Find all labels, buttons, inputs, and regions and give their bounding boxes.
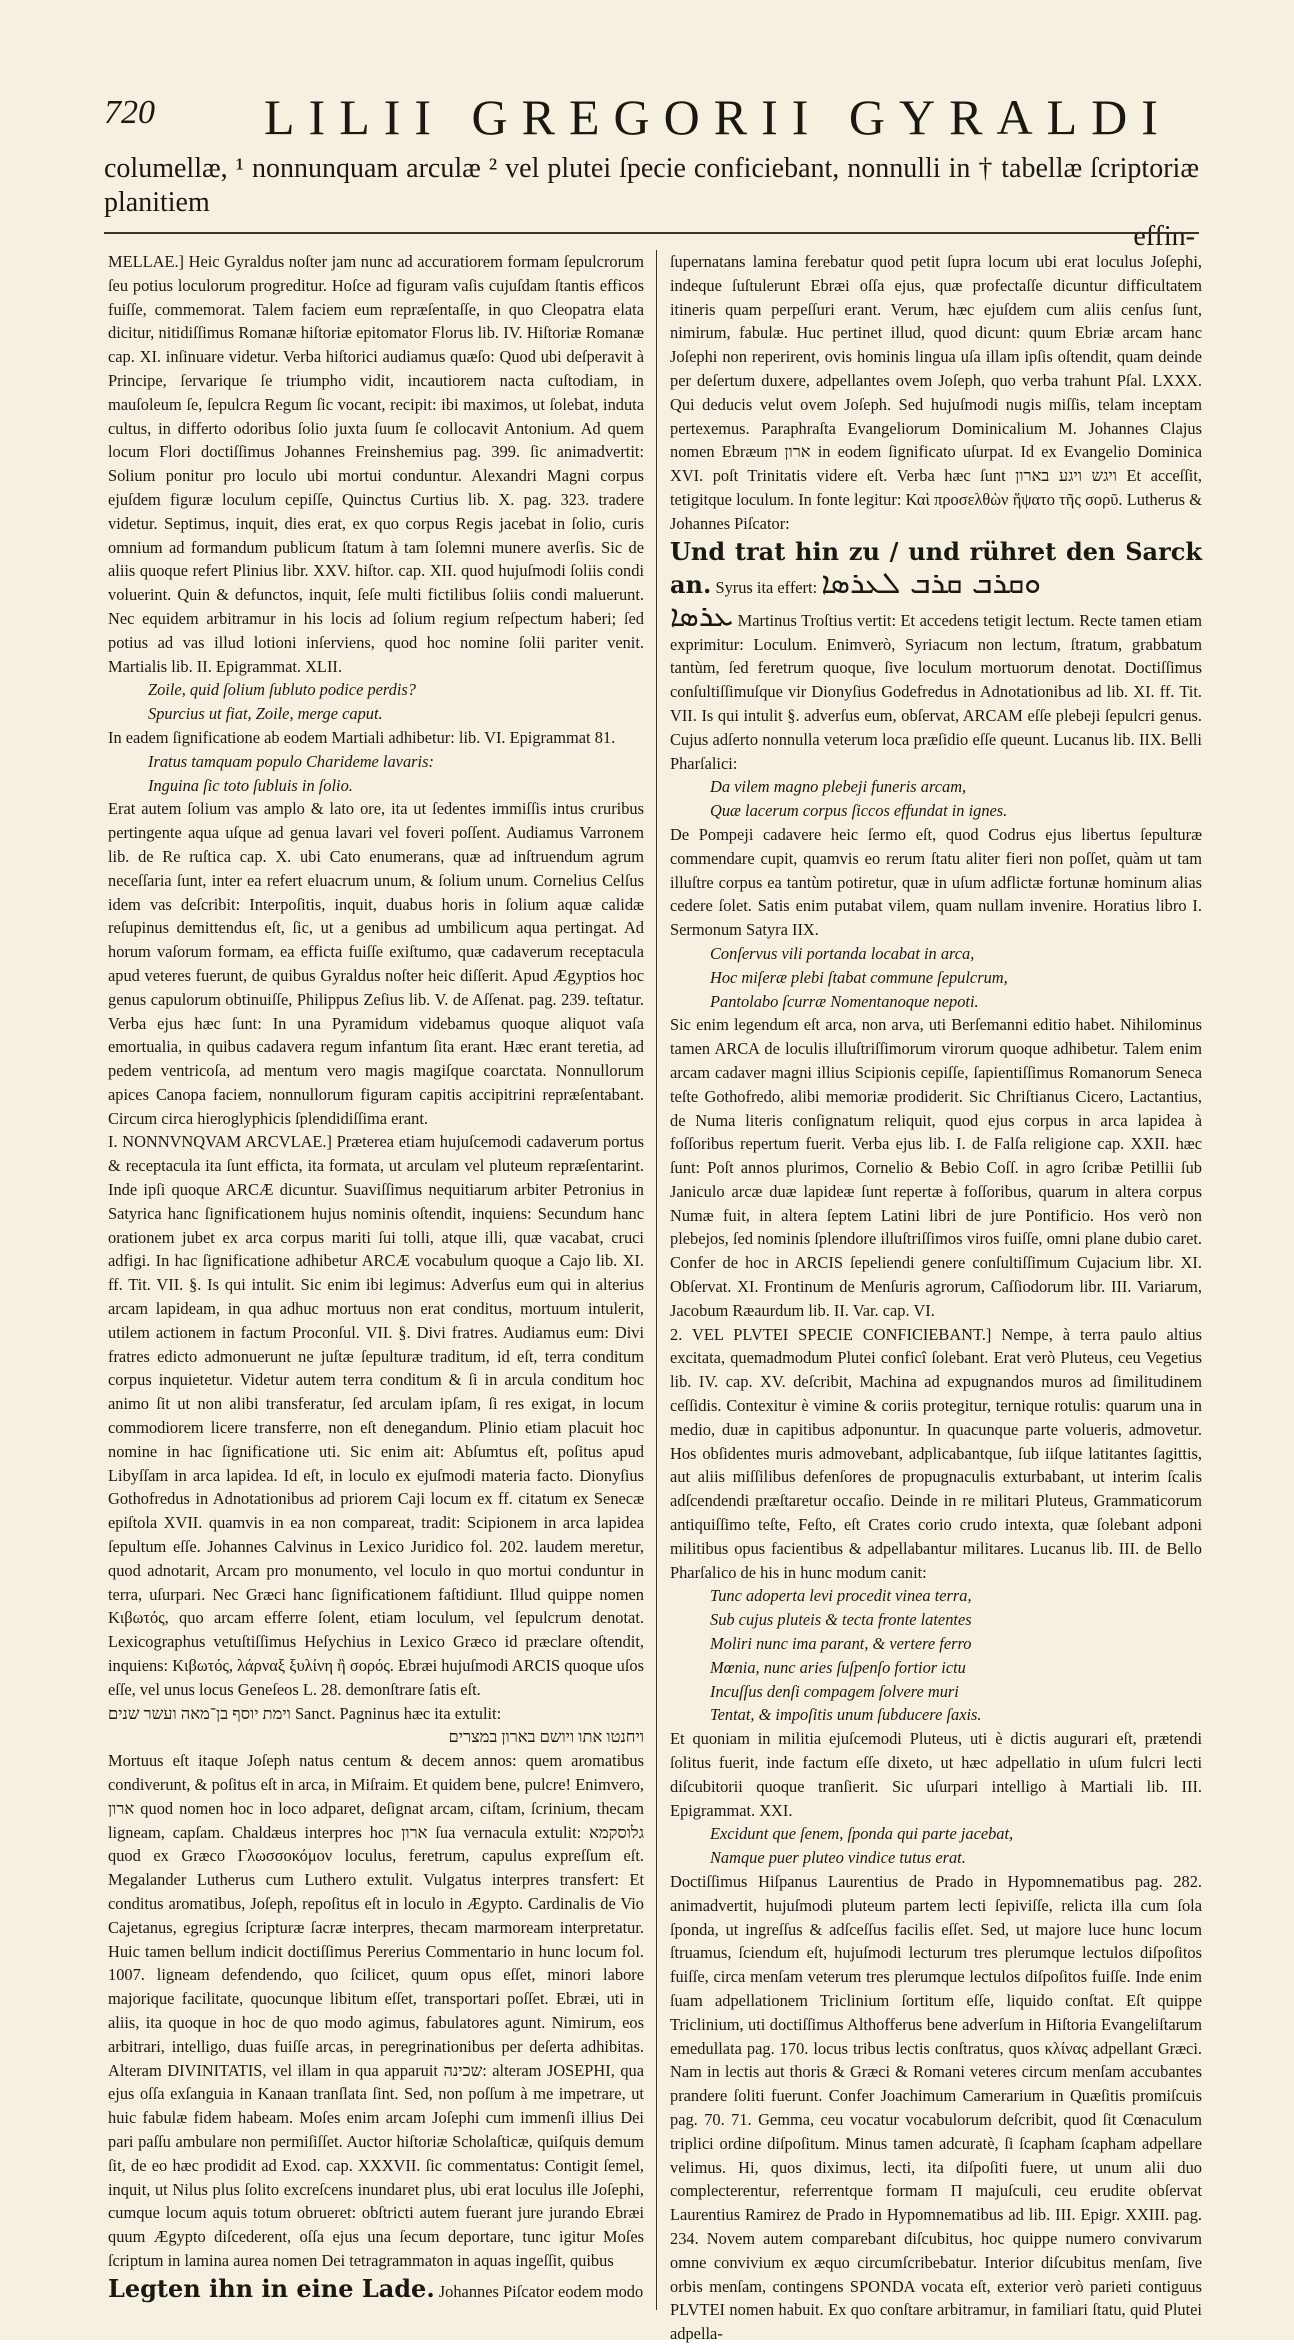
commentary-paragraph (670, 598, 1202, 776)
hebrew-quote-line (108, 1702, 644, 1726)
running-title: LILII GREGORII GYRALDI (264, 89, 1172, 145)
page-header (104, 88, 1204, 148)
verse-line: Conſervus vili portanda locabat in arca, (710, 943, 975, 963)
syriac-quote: ܥܪܣܐ (670, 598, 734, 634)
verse-line: Excidunt que ſenem, ſponda qui parte jacebat, (710, 1824, 1014, 1844)
verse-line: Pantolabo ſcurræ Nomentanoque nepoti. (710, 991, 979, 1011)
verse-line: Mœnia, nunc aries ſuſpenſo fortior ictu (710, 1657, 966, 1677)
commentary-text: Johannes Piſcator eodem modo (438, 2281, 644, 2301)
commentary-text: ſupernatans lamina ferebatur quod petit ſupra locum ubi erat loculus Joſephi, indeque ſuſtulerunt Ebræi oſſa ejus, quæ profectaſſe dicuntur difficultatem itineris quam perpeſſuri erant. Verum, hæc ejuſdem cum aliis cenſus ſunt, nimirum, fabulæ. Huc pertinet illud, quod dicunt: quum Ebriæ arcam hanc Joſephi non reperirent, ovis hominis lingua uſa illam ipſis oſtendit, quam deinde per deſertum duxere, adpellantes ovem Joſeph, quo verba trahunt Pſal. LXXX. Qui deducis velut ovem Joſeph. Sed hujuſmodi nugis miſſis, telam inceptam pertexemus. Paraphraſta Evangeliorum Dominicalium M. Johannes Clajus nomen Ebræum (670, 252, 1202, 462)
commentary-text: Syrus ita effert: (715, 577, 818, 597)
verse-line: Tentat, & impoſitis unum ſubducere ſaxis. (710, 1705, 982, 1725)
verse-line: Namque puer pluteo vindice tutus erat. (710, 1848, 966, 1868)
verse-line: Da vilem magno plebeji funeris arcam, (710, 777, 967, 797)
commentary-text: Martinus Troſtius vertit: Et accedens tetigit lectum. Recte tamen etiam exprimitur: Loculum. Enimverò, Syriacum (670, 610, 1202, 654)
commentary-text: non lectum, ſtratum, grabbatum tantùm, ſed feretrum quoque, ſive loculum mortuorum denotat. Doctiſſimus conſultiſſimuſque vir Dionyſius Godefredus in Adnotationibus ad lib. XI. ff. Tit. VII. Is qui intulit §. adverſus eum, obſervat, ARCAM eſſe plebeji ſepulcri genus. Cujus adſerto nonnulla veterum loca præſidio eſſe queunt. Lucanus lib. IIX. Belli Pharſalici: (670, 634, 1202, 773)
fraktur-quote: Und trat hin zu / und rühret den Sarck an. (670, 536, 1202, 599)
column-divider (656, 250, 657, 2310)
left-column (108, 250, 644, 2310)
commentary-paragraph (670, 250, 1202, 536)
commentary-paragraph: MELLAE.] Heic Gyraldus noſter jam nunc ad accuratiorem formam ſepulcrorum ſeu potius loculorum progreditur. Hoſce ad figuram vaſis cujuſdam ſtantis efficos fuiſſe, commemorat. Talem faciem eum repræſentaſſe, in quo Cleopatra elata dicitur, nitidiſſimus Romanæ hiſtoriæ epitomator Florus lib. IV. Hiſtoriæ Romanæ cap. XI. inſinuare videtur. Verba hiſtorici audiamus quæſo: Quod ubi deſperavit à Principe, ſervarique ſe triumpho vidit, incautiorem nacta cuſtodiam, in mauſoleum ſe, ſepulcra Regum ſic vocant, recipit: ibi maximos, ut ſolebat, induta cultus, in differto odoribus ſolio juxta ſuum ſe collocavit Antonium. Ad quem locum Flori doctiſſimus Johannes Freinshemius pag. 399. ſic animadvertit: Solium ponitur pro loculo ubi mortui conduntur. Alexandri Magni corpus ejuſdem figuræ loculum cepiſſe, Quinctus Curtius lib. X. pag. 323. tradere videtur. Septimus, inquit, dies erat, ex quo corpus Regis jacebat in ſolio, curis omnium ad formandum publicum ſtatum à tam ſolemni munere averſis. Sic de aliis quoque refert Plinius libr. XXV. hiſtor. cap. XII. quod hujuſmodi ſoliis condi voluerint. Quin & defunctos, inquit, ſeſe multi fictilibus ſoliis condi maluerunt. Nec equidem arbitramur in his locis ad ſolium regium reſpectum haberi; ſed potius ad vas illud lotioni inſerviens, quod hoc nomine ſolii pariter venit. Martialis lib. II. Epigrammat. XLII. (108, 252, 644, 676)
header-rule (104, 232, 1199, 234)
commentary-paragraph: In eadem ſignificatione ab eodem Martiali adhibetur: lib. VI. Epigrammat 81. (108, 727, 616, 747)
main-text-line (104, 152, 1199, 254)
commentary-paragraph: Sic enim legendum eſt arca, non arva, uti Berſemanni editio habet. Nihilominus tamen ARCA de loculis illuſtriſſimorum virorum quoque adhibetur. Talem enim arcam cadaver magni illius Scipionis cepiſſe, ſapientiſſimus Romanorum Seneca teſte Gothofredo, alibi memoriæ prodiderit. Sic Chriſtianus Cicero, Lactantius, de Numa literis conſignatum reliquit, quod ejus corpus in arca lapidea à foſſoribus repertum fuerit. Verba ejus lib. I. de Falſa religione cap. XXII. hæc ſunt: Poſt annos plurimos, Cornelio & Bebio Coſſ. in agro ſcribæ Petillii ſub Janiculo arcæ duæ lapideæ ſunt repertæ à foſſoribus, quarum in altera corpus Numæ fuit, in altera ſeptem Latini libri de jure Pontificio. Hos verò non plebejos, ſed nominis ſplendore illuſtriſſimos viros fuiſſe, omni plane dubio caret. Confer de hoc in ARCIS ſepeliendi genere conſultiſſimum Cujacium libr. XI. Obſervat. XI. Frontinum de Menſuris agrorum, Caſſiodorum libr. III. Variarum, Jacobum Ræaurdum lib. II. Var. cap. VI. (670, 1015, 1202, 1320)
verse-line: Quæ lacerum corpus ſiccos effundat in ignes. (710, 801, 1008, 821)
commentary-paragraph: 2. VEL PLVTEI SPECIE CONFICIEBANT.] Nempe, à terra paulo altius excitata, quemadmodum Plutei conficî ſolebant. Erat verò Pluteus, ceu Vegetius lib. IV. cap. XV. deſcribit, Machina ad expugnandos muros ad ſimilitudinem ceſſidis. Contexitur è vimine & coriis protegitur, ternique rotulis: quarum una in medio, duæ in capitibus adponuntur. In quacunque parte volueris, admovetur. Hos obſidentes muris admovebant, adplicabantque, ſub iiſque latitantes ſagittis, aut aliis miſſilibus defenſores de propugnaculis exturbabant, ut interim ſcalis adſcendendi præſtaretur occaſio. Deinde in re militari Pluteus, Grammaticorum antiquiſſimo teſte, Feſto, eſt Crates corio crudo intexta, quæ ſolebant adponi militibus opus facientibus & adpellabantur militares. Lucanus lib. III. de Bello Pharſalico de his in hunc modum canit: (670, 1324, 1202, 1582)
hebrew-quote: ויחנטו אתו ויושם בארון במצרים (448, 1727, 644, 1747)
verse-line: Sub cujus pluteis & tecta fronte latentes (710, 1610, 972, 1630)
page-number: 720 (104, 94, 155, 131)
verse-line: Iratus tamquam populo Charideme lavaris: (148, 751, 434, 771)
hebrew-quote: ויגש ויגע בארון (1015, 466, 1118, 486)
hebrew-quote: וימת יוסף בן־מאה ועשר שנים (108, 1703, 291, 1723)
commentary-paragraph: Erat autem ſolium vas amplo & lato ore, ita ut ſedentes immiſſis intus cruribus pertingente aqua uſque ad genua lavari vel foveri poſſent. Audiamus Varronem lib. de Re ruſtica cap. X. ubi Cato enumerans, quæ ad inſtruendum agrum neceſſaria ſunt, inter ea refert eluacrum unum, & ſolium unum. Cornelius Celſus idem vas deſcribit: Interpoſitis, inquit, duabus horis in ſolium aquæ calidæ reſupinus demittendus eſt, ſic, ut a genibus ad umbilicum aqua pertingat. Ad horum vaſorum formam, ea efficta fuiſſe exiſtumo, quæ cadaverum receptacula apud veteres fuerunt, de quibus Gyraldus noſter heic diſſerit. Apud Ægyptios hoc genus capulorum obtinuiſſe, Philippus Zeſius lib. V. de Aſſenat. pag. 239. teſtatur. Verba ejus hæc ſunt: In una Pyramidum videbamus quoque aliquot vaſa emortualia, in quibus cadavera regum infantum ſita erant. Hæc erant teretia, ad pedem ventricoſa, ad mentum vero magis magiſque coarctata. Nonnullorum apices Canopa faciem, nonnullorum figuram capitis accipitrini repræſentabant. Circum circa hieroglyphicis ſplendidiſſima erant. (108, 799, 644, 1128)
syriac-quote: ܘܩܪܒ ܩܪܒ ܠܥܪܣܐ (821, 565, 1042, 601)
main-text-catchword: effin- (1133, 221, 1195, 252)
commentary-text: in eodem ſignificato uſurpat. Id ex Evangelio Dominica XVI. poſt Trinitatis videre eſt. Verba hæc ſunt (670, 442, 1202, 486)
commentary-paragraph: I. NONNVNQVAM ARCVLAE.] Præterea etiam hujuſcemodi cadaverum portus & receptacula ita ſunt efficta, ita formata, ut arculam vel pluteum repræſentarint. Inde ipſi quoque ARCÆ dicuntur. Suaviſſimus nequitiarum arbiter Petronius in Satyrica hanc ſignificationem hujus nominis oſtendit, inquiens: Secundum hanc orationem jubet ex arca corpus mariti ſui tolli, atque illi, quæ vacabat, cruci adfigi. In hac ſignificatione adhibetur ARCÆ vocabulum quoque a Cajo lib. XI. ff. Tit. VII. §. Is qui intulit. Sic enim ibi legimus: Adverſus eum qui in alterius arcam lapideam, in qua adhuc mortuus non erat conditus, mortuum intulerit, utilem actionem in factum Proconſul. VII. §. Divi fratres. Audiamus eum: Divi fratres edicto admonuerunt ne juſtæ ſepulturæ traditum, id eſt, terra conditum corpus inquietetur. Videtur autem terra conditum & ſi in arcula conditum hoc animo ſit ut non alibi transferatur, ſed arculam ipſam, ſi res exigat, in locum commodiorem licere transferre, non eſt denegandum. Plinio etiam placuit hoc nomine in hac ſignificatione uti. Sic enim ait: Abſumtus eſt, poſitus apud Libyſſam in arca lapidea. Id eſt, in loculo ex ejuſmodi materia facto. Dionyſius Gothofredus in Adnotationibus ad priorem Caji locum ex ff. citatum ex Senecæ epiſtola XVII. quamvis in ea non compareat, tradit: Scipionem in arca lapidea ſepultum eſſe. Johannes Calvinus in Lexico Juridico fol. 202. laudem meretur, quod adnotarit, Arcam pro monumento, vel loculo in quo mortui conduntur in terra, uſurpari. Nec Græci hanc ſignificationem faſtidiunt. Illud quippe nomen Κιβωτός, quo arcam efferre ſolent, etiam loculum, vel ſepulcrum denotat. Lexicographus vetuſtiſſimus Heſychius in Lexico Græco id præclare oſtendit, inquiens: Κιβωτός, λάρναξ ξυλίνη ἢ σορός. Ebræi hujuſmodi ARCIS quoque uſos eſſe, vel unus locus Geneſeos L. 28. demonſtrare ſatis eſt. (108, 1132, 644, 1699)
verse-line: Tunc adoperta levi procedit vinea terra, (710, 1586, 972, 1606)
fraktur-quote: Legten ihn in eine Lade. (108, 2273, 435, 2303)
verse-line: Inguina ſic toto ſubluis in ſolio. (148, 775, 353, 795)
verse-line: Zoile, quid ſolium ſubluto podice perdis? (148, 680, 417, 700)
main-text: columellæ, ¹ nonnunquam arculæ ² vel plutei ſpecie conficiebant, nonnulli in † tabellæ ſcriptoriæ planitiem (104, 153, 1199, 218)
commentary-text: Sanct. Pagninus hæc ita extulit: (294, 1703, 502, 1723)
hebrew-quote: ארון (784, 442, 811, 462)
verse-line: Moliri nunc ima parant, & vertere ferro (710, 1634, 972, 1654)
verse-line: Spurcius ut fiat, Zoile, merge caput. (148, 704, 383, 724)
commentary-text: Et acceſſit, tetigitque loculum. In fonte legitur: Καὶ προσελθὼν ἥψατο τῆς σορῦ. Lutherus & Johannes Piſcator: (670, 466, 1202, 533)
fraktur-line (108, 2273, 644, 2305)
right-column (670, 250, 1202, 2344)
fraktur-line (670, 536, 1202, 601)
commentary-paragraph: Doctiſſimus Hiſpanus Laurentius de Prado in Hypomnematibus pag. 282. animadvertit, hujuſmodi pluteum partem lecti ſepiviſſe, relicta illa cum ſola ſponda, ut ingreſſus & adſceſſus facilis eſſet. Sed, ut majore luce hunc locum ſtruamus, ſciendum eſt, hujuſmodi lecturum tres plerumque lectulos diſpoſitos fuiſſe, circa menſam veterum tres plerumque lectulos diſpoſitos fuiſſe. Inde enim ſuam adpellationem Triclinium ſortitum eſſe, liquido conſtat. Eſt quippe Triclinium, uti doctiſſimus Althofferus bene adverſum in Hiſtoria Evangeliſtarum emedullata pag. 170. locus tribus lectis conſtratus, quos κλίνας adpellant Græci. Nam in lectis aut thoris & Græci & Romani veteres circum menſam accubantes prandere ſoliti fuerunt. Confer Joachimum Camerarium in Quæſitis promiſcuis pag. 70. 71. Gemma, ceu vocatur vocabulorum deſcribit, quod ſit Cœnaculum triplici ordine diſpoſitum. Minus tamen adcuratè, ſi ſcapham ſcapham adpellare velimus. Hi, quos diximus, lecti, ita diſpoſiti fuere, ut unum alii duo complecterentur, referrentque formam Π majuſculi, ceu erudite obſervat Laurentius Ramirez de Prado in Hypomnematibus ad lib. III. Epigr. XXIII. pag. 234. Novem autem comparebant diſcubitus, hoc quippe numero convivarum omne convivium ex æquo circumſcribebatur. Interior diſcubitus menſam, ſive orbis menſam, contingens SPONDA vocata eſt, exterior verò parieti contiguus PLVTEI nomen habuit. Ex quo conſtare arbitramur, in familiari ſtatu, quid Plutei adpella- (670, 1872, 1202, 2344)
commentary-paragraph: De Pompeji cadavere heic ſermo eſt, quod Codrus ejus libertus ſepulturæ commendare cupit, quamvis eo rerum ſtatu aliter fieri non poſſet, quàm ut tam illuſtre corpus ea tantùm potiretur, quæ in uſum adflictæ fortunæ hominum alias cedere ſolet. Satis enim putabat vilem, quam nullam invenire. Horatius libro I. Sermonum Satyra IIX. (670, 824, 1202, 940)
verse-line: Incuſſus denſi compagem ſolvere muri (710, 1681, 959, 1701)
verse-line: Hoc miſeræ plebi ſtabat commune ſepulcrum, (710, 967, 1008, 987)
commentary-paragraph: Et quoniam in militia ejuſcemodi Pluteus, uti è dictis augurari eſt, prætendi ſolitus fuerit, inde factum eſſe dixeto, ut hæc adpellatio in uſum fulcri lecti diſcubitorii quoque tranſierit. Sic uſurpari intelligo à Martiali lib. III. Epigrammat. XXI. (670, 1729, 1202, 1820)
commentary-paragraph: Mortuus eſt itaque Joſeph natus centum & decem annos: quem aromatibus condiverunt, & poſitus eſt in arca, in Miſraim. Et quidem bene, pulcre! Enimvero, ארון quod nomen hoc in loco adparet, deſignat arcam, ciſtam, ſcrinium, thecam ligneam, capſam. Chaldæus interpres hoc ארון ſua vernacula extulit: גלוסקמא quod ex Græco Γλωσσοκόμον loculus, feretrum, capulus expreſſum eſt. Megalander Lutherus cum Luthero extulit. Vulgatus interpres transfert: Et conditus aromatibus, Joſeph, repoſitus eſt in loculo in Ægypto. Cardinalis de Vio Cajetanus, egregius ſcripturæ ſacræ interpres, thecam marmoream interpretatur. Huic tamen bellum indicit doctiſſimus Pererius Commentario in hunc locum fol. 1007. ligneam defendendo, quo ſcilicet, quum opus eſſet, minori labore majorique facilitate, quocunque libitum eſſet, transportari poſſet. Ebræi, uti in aliis, ita quoque in hoc de quo modo agimus, fabulatores agunt. Nimirum, eos arbitrari, intelligo, duas fuiſſe arcas, in peregrinationibus per deſerta adhibitas. Alteram DIVINITATIS, vel illam in qua apparuit שכינה: alteram JOSEPHI, qua ejus oſſa exſanguia in Kanaan tranſlata ſint. Sed, non poſſum à me impetrare, ut huic fabulæ fidem habeam. Moſes enim arcam Joſephi cum immenſi illius Dei pari paſſu ambulare non permiſiſſet. Auctor hiſtoriæ Scholaſticæ, quiſquis demum ſit, de eo hæc prodidit ad Exod. cap. XXXVII. ſic commentatus: Contigit ſemel, inquit, ut Nilus plus ſolito excreſcens inundaret plus, ubi erat loculus ille Joſephi, cumque locum aquis totum obrueret: obſtricti autem fuerant jure jurando Ebræi quum Ægypto diſcederent, oſſa ejus una ſecum deportare, tunc igitur Moſes ſcriptum in lamina aurea nomen Dei tetragrammaton in aquas ingeſſit, quibus (108, 1751, 645, 2270)
